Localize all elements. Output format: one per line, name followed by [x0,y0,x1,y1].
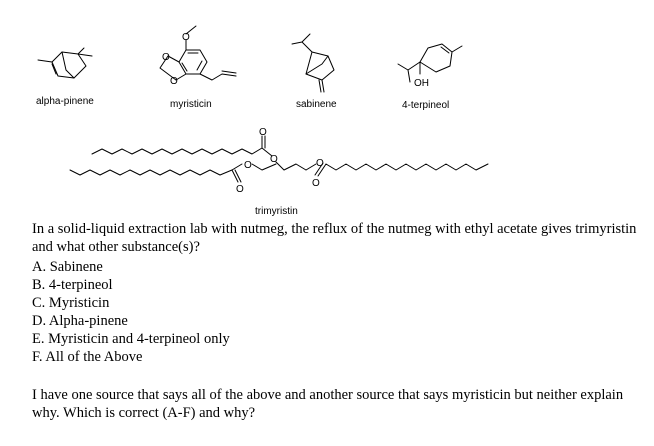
option-b: B. 4-terpineol [32,277,113,293]
sabinene-structure [292,34,334,92]
trimyristin-ester-oxygen-1: O [270,154,278,165]
4-terpineol-structure [398,44,462,82]
trimyristin-ester-oxygen-2: O [244,160,252,171]
alpha-pinene-label: alpha-pinene [36,96,94,107]
myristicin-oxygen-left: O [162,52,170,63]
trimyristin-label: trimyristin [255,206,298,217]
myristicin-oxygen-top: O [182,32,190,43]
option-f: F. All of the Above [32,349,143,365]
myristicin-label: myristicin [170,99,212,110]
options-list [32,259,230,367]
trimyristin-carbonyl-oxygen-2: O [236,184,244,195]
option-d: D. Alpha-pinene [32,313,128,329]
option-a: A. Sabinene [32,259,103,275]
sabinene-label: sabinene [296,99,337,110]
question-text: In a solid-liquid extraction lab with nutmeg, the reflux of the nutmeg with ethyl acetate gives trimyristin and what other substance(s)? [32,221,637,255]
myristicin-structure [160,26,236,80]
myristicin-oxygen-bottom: O [170,76,178,87]
structures-diagram [0,0,654,220]
trimyristin-ester-oxygen-3: O [316,158,324,169]
follow-up-note: I have one source that says all of the above and another source that says myristicin but neither explain why. Which is correct (A-F) and why? [32,387,624,421]
4-terpineol-hydroxyl: OH [414,78,429,89]
4-terpineol-label: 4-terpineol [402,100,450,111]
trimyristin-structure [70,136,488,182]
option-e: E. Myristicin and 4-terpineol only [32,331,230,347]
option-c: C. Myristicin [32,295,110,311]
alpha-pinene-structure [38,48,92,78]
trimyristin-carbonyl-oxygen-1: O [259,127,267,138]
trimyristin-carbonyl-oxygen-3: O [312,178,320,189]
